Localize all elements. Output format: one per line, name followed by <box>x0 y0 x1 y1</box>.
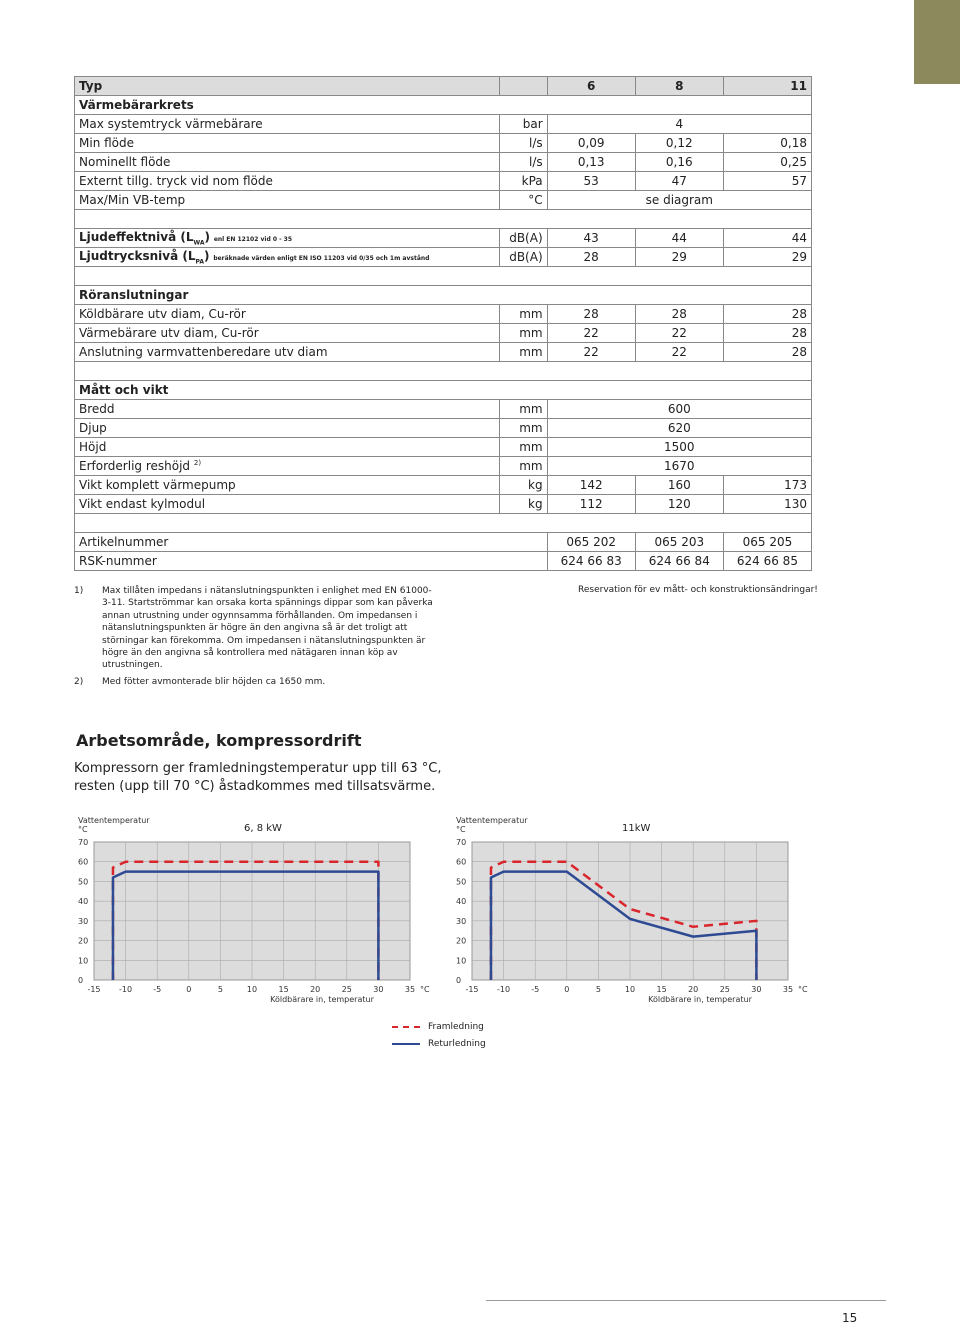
y-tick-label: 70 <box>456 838 467 847</box>
row-unit: l/s <box>499 153 547 172</box>
row-value: 22 <box>635 324 723 343</box>
y-tick-label: 60 <box>78 857 89 867</box>
spec-table <box>74 76 812 571</box>
row-unit: bar <box>499 115 547 134</box>
row-value: 112 <box>547 495 635 514</box>
row-value: 0,13 <box>547 153 635 172</box>
x-tick-label: 30 <box>751 985 762 994</box>
spacer-row <box>75 362 812 381</box>
row-value: 57 <box>723 172 811 191</box>
row-value: 28 <box>547 248 635 267</box>
x-tick-label: 30 <box>373 985 384 994</box>
row-label: Värmebärare utv diam, Cu-rör <box>75 324 500 343</box>
section-title-varme: Värmebärarkrets <box>75 96 812 115</box>
spacer-row <box>75 210 812 229</box>
y-axis-unit: °C <box>78 825 88 834</box>
y-tick-label: 30 <box>78 916 89 926</box>
row-unit: mm <box>499 400 547 419</box>
table-row <box>75 476 812 495</box>
row-value: 29 <box>723 248 811 267</box>
x-tick-label: 10 <box>624 985 636 994</box>
row-value: 28 <box>723 305 811 324</box>
x-tick-label: 20 <box>688 985 699 994</box>
y-axis-label: Vattentemperatur <box>456 816 528 825</box>
table-row <box>75 552 812 571</box>
row-value: 142 <box>547 476 635 495</box>
row-label: Max systemtryck värmebärare <box>75 115 500 134</box>
legend-fram: Framledning <box>392 1018 486 1035</box>
section-row <box>75 286 812 305</box>
row-unit: kPa <box>499 172 547 191</box>
section-title-matt: Mått och vikt <box>75 381 812 400</box>
row-value: 28 <box>635 305 723 324</box>
x-unit-label: °C <box>798 985 808 994</box>
x-tick-label: -5 <box>531 985 540 994</box>
x-tick-label: 25 <box>341 985 352 994</box>
row-unit: mm <box>499 438 547 457</box>
section-heading: Arbetsområde, kompressordrift <box>76 731 362 750</box>
row-value: 28 <box>547 305 635 324</box>
page-number: 15 <box>842 1311 858 1325</box>
x-unit-label: °C <box>420 985 430 994</box>
row-label: Ljudeffektnivå $(L_{WA})$ enl EN 12102 vid 0 - 35 <box>75 229 500 248</box>
table-row <box>75 305 812 324</box>
table-row <box>75 419 812 438</box>
row-value: 065 202 <box>547 533 635 552</box>
legend <box>392 1018 486 1052</box>
row-label: Anslutning varmvattenberedare utv diam <box>75 343 500 362</box>
x-tick-label: -15 <box>465 985 479 994</box>
row-unit: °C <box>499 191 547 210</box>
y-tick-label: 40 <box>456 897 467 907</box>
legend-retur: Returledning <box>392 1035 486 1052</box>
row-label: Erforderlig reshöjd $^{2)}$ <box>75 457 500 476</box>
row-value: 44 <box>635 229 723 248</box>
x-tick-label: 10 <box>246 985 258 994</box>
y-axis-label: Vattentemperatur <box>78 816 150 825</box>
y-tick-label: 20 <box>456 936 467 946</box>
row-unit: mm <box>499 457 547 476</box>
row-value: 120 <box>635 495 723 514</box>
row-unit: mm <box>499 343 547 362</box>
footnote: 2) Med fötter avmonterade blir höjden ca 1650 mm. <box>74 676 326 687</box>
row-unit: l/s <box>499 134 547 153</box>
row-value: 53 <box>547 172 635 191</box>
row-label: Vikt endast kylmodul <box>75 495 500 514</box>
footer-rule <box>486 1300 886 1301</box>
x-tick-label: 5 <box>595 985 601 994</box>
row-label: Min flöde <box>75 134 500 153</box>
table-row <box>75 115 812 134</box>
row-value: 4 <box>547 115 811 134</box>
section-row <box>75 96 812 115</box>
y-tick-label: 0 <box>78 976 84 985</box>
footnote: 1) Max tillåten impedans i nätanslutningspunkten i enlighet med EN 61000-3-11. Startströmmar kan orsaka korta spännings dippar som kan påverka annan utrustning under ogynnsamma förhållanden. Om impedansen i nätanslutningspunkten är högre än den angivna så är det troligt att störningar kan förekomma. Om impedansen i nätanslutningspunkten är högre än den angivna så kontrollera med nätägaren innan köp av utrustningen. <box>74 586 433 671</box>
row-value: 28 <box>723 343 811 362</box>
table-row <box>75 153 812 172</box>
row-value: 22 <box>635 343 723 362</box>
footnotes <box>74 585 434 692</box>
legend-dashed-line <box>392 1026 420 1028</box>
y-tick-label: 60 <box>456 857 467 867</box>
row-value: 624 66 83 <box>547 552 635 571</box>
y-tick-label: 30 <box>456 916 467 926</box>
y-tick-label: 10 <box>456 956 467 966</box>
row-label: Nominellt flöde <box>75 153 500 172</box>
table-row <box>75 533 812 552</box>
y-axis-unit: °C <box>456 825 466 834</box>
row-label: Externt tillg. tryck vid nom flöde <box>75 172 500 191</box>
y-tick-label: 40 <box>78 897 89 907</box>
row-value: 130 <box>723 495 811 514</box>
row-value: 0,25 <box>723 153 811 172</box>
table-row <box>75 134 812 153</box>
table-row <box>75 172 812 191</box>
chart-title: 6, 8 kW <box>244 823 282 834</box>
row-value: 1500 <box>547 438 811 457</box>
x-tick-label: 25 <box>719 985 730 994</box>
table-row <box>75 324 812 343</box>
chart-6-8kw <box>66 812 446 1012</box>
table-row <box>75 457 812 476</box>
row-unit: mm <box>499 305 547 324</box>
table-row <box>75 229 812 248</box>
spacer-row <box>75 267 812 286</box>
x-tick-label: 20 <box>310 985 321 994</box>
row-unit: dB(A) <box>499 229 547 248</box>
x-tick-label: 35 <box>404 985 416 994</box>
header-col-8: 8 <box>635 77 723 96</box>
row-value: 065 203 <box>635 533 723 552</box>
header-col-11: 11 <box>723 77 811 96</box>
row-unit: kg <box>499 476 547 495</box>
reservation-note: Reservation för ev mått- och konstruktionsändringar! <box>578 585 818 595</box>
y-tick-label: 70 <box>78 838 89 847</box>
x-tick-label: -10 <box>119 985 133 994</box>
row-value: 624 66 85 <box>723 552 811 571</box>
row-value: 29 <box>635 248 723 267</box>
x-tick-label: 15 <box>656 985 667 994</box>
row-value: 22 <box>547 324 635 343</box>
row-value: 43 <box>547 229 635 248</box>
chart-title: 11kW <box>622 823 651 834</box>
table-row <box>75 248 812 267</box>
table-row <box>75 495 812 514</box>
x-tick-label: 5 <box>217 985 223 994</box>
row-label: Max/Min VB-temp <box>75 191 500 210</box>
row-value: se diagram <box>547 191 811 210</box>
y-tick-label: 0 <box>456 976 462 985</box>
x-tick-label: 0 <box>564 985 570 994</box>
row-unit: kg <box>499 495 547 514</box>
row-label: Artikelnummer <box>75 533 548 552</box>
row-value: 160 <box>635 476 723 495</box>
row-unit: mm <box>499 324 547 343</box>
spec-header-row <box>75 77 812 96</box>
section-row <box>75 381 812 400</box>
table-row <box>75 343 812 362</box>
x-tick-label: 0 <box>186 985 192 994</box>
header-col-6: 6 <box>547 77 635 96</box>
row-value: 1670 <box>547 457 811 476</box>
corner-tab <box>914 0 960 84</box>
y-tick-label: 50 <box>456 877 467 887</box>
chart-11kw <box>444 812 824 1012</box>
row-label: Vikt komplett värmepump <box>75 476 500 495</box>
row-value: 173 <box>723 476 811 495</box>
row-label: Djup <box>75 419 500 438</box>
x-axis-label: Köldbärare in, temperatur <box>648 995 752 1004</box>
y-tick-label: 20 <box>78 936 89 946</box>
row-value: 47 <box>635 172 723 191</box>
row-value: 600 <box>547 400 811 419</box>
row-value: 065 205 <box>723 533 811 552</box>
table-row <box>75 400 812 419</box>
table-row <box>75 438 812 457</box>
y-tick-label: 10 <box>78 956 89 966</box>
row-unit: dB(A) <box>499 248 547 267</box>
row-unit: mm <box>499 419 547 438</box>
row-value: 0,12 <box>635 134 723 153</box>
row-value: 620 <box>547 419 811 438</box>
row-value: 28 <box>723 324 811 343</box>
intro-text: Kompressorn ger framledningstemperatur upp till 63 °C, resten (upp till 70 °C) åstadkommes med tillsatsvärme. <box>74 761 442 794</box>
row-value: 44 <box>723 229 811 248</box>
spacer-row <box>75 514 812 533</box>
row-value: 22 <box>547 343 635 362</box>
row-value: 624 66 84 <box>635 552 723 571</box>
row-value: 0,16 <box>635 153 723 172</box>
row-label: Köldbärare utv diam, Cu-rör <box>75 305 500 324</box>
section-title-ror: Röranslutningar <box>75 286 812 305</box>
x-tick-label: -5 <box>153 985 162 994</box>
header-typ: Typ <box>75 77 500 96</box>
x-tick-label: 35 <box>782 985 794 994</box>
x-tick-label: -15 <box>87 985 101 994</box>
y-tick-label: 50 <box>78 877 89 887</box>
row-label: Bredd <box>75 400 500 419</box>
row-label: Ljudtrycksnivå $(L_{PA})$ beräknade värden enligt EN ISO 11203 vid 0/35 och 1m avstånd <box>75 248 500 267</box>
row-value: 0,18 <box>723 134 811 153</box>
table-row <box>75 191 812 210</box>
row-label: Höjd <box>75 438 500 457</box>
x-axis-label: Köldbärare in, temperatur <box>270 995 374 1004</box>
x-tick-label: 15 <box>278 985 289 994</box>
x-tick-label: -10 <box>497 985 511 994</box>
row-value: 0,09 <box>547 134 635 153</box>
legend-solid-line <box>392 1043 420 1045</box>
row-label: RSK-nummer <box>75 552 548 571</box>
